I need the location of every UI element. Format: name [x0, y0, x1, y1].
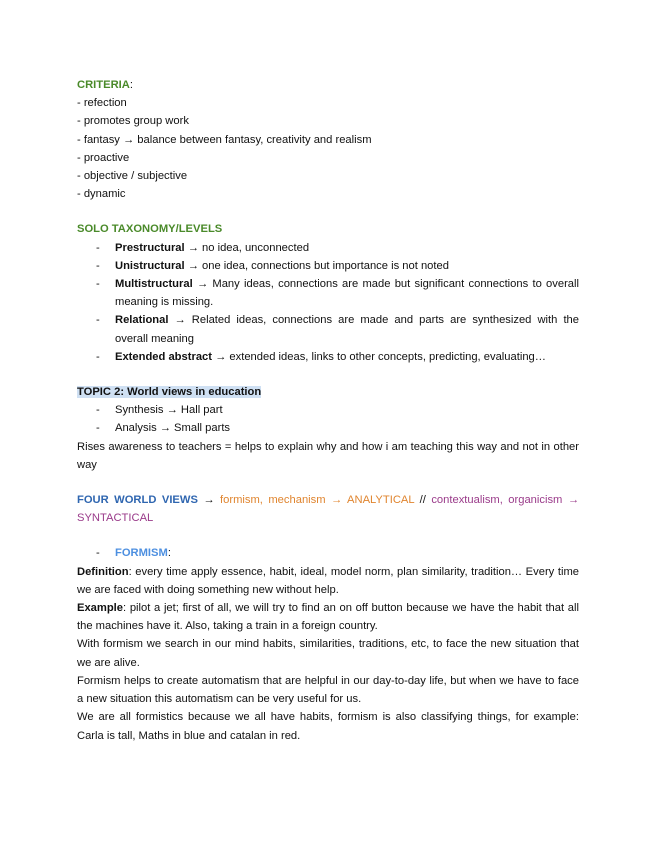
criteria-heading-line [77, 76, 579, 94]
document-page [77, 76, 579, 745]
criteria-item: - proactive [77, 151, 130, 164]
formism-paragraph: With formism we search in our mind habits, similarities, traditions, etc, to face the new situation that we are alive. [77, 638, 579, 669]
formism-paragraph: Formism helps to create automatism that are helpful in our day-to-day life, but when we have to face a new situation this automatism can be very useful for us. [77, 674, 579, 706]
solo-item: - Extended abstract → extended ideas, links to other concepts, predicting, evaluating… [96, 350, 546, 363]
topic2-item: - Synthesis → Hall part [96, 404, 223, 417]
topic2-heading: TOPIC 2: World views in education [77, 386, 262, 399]
syntactical-views: contextualism, organicism → SYNTACTICAL [77, 494, 580, 525]
criteria-item: - fantasy → balance between fantasy, creativity and realism [77, 133, 372, 146]
solo-item: - Unistructural → one idea, connections but importance is not noted [96, 259, 449, 272]
world-views-label: FOUR WORLD VIEWS [77, 494, 198, 507]
formism-heading-item: - FORMISM: [96, 547, 171, 560]
formism-definition: Definition: every time apply essence, habit, ideal, model norm, plan similarity, tradition… Every time we are faced with doing something new without help. [77, 565, 579, 596]
solo-item: - Multistructural → Many ideas, connections are made but significant connections to overall meaning is missing. [96, 278, 579, 309]
criteria-heading: CRITERIA [77, 79, 130, 91]
formism-heading: FORMISM [115, 547, 168, 560]
criteria-colon: : [129, 79, 133, 91]
formism-paragraph: We are all formistics because we all have habits, formism is also classifying things, for example: Carla is tall, Maths in blue and catalan in red. [77, 711, 579, 742]
topic2-item: - Analysis → Small parts [96, 422, 231, 435]
topic2-heading-line [77, 383, 579, 401]
criteria-item: - promotes group work [77, 115, 189, 128]
topic2-paragraph: Rises awareness to teachers = helps to explain why and how i am teaching this way and not in other way [77, 440, 579, 471]
solo-heading: SOLO TAXONOMY/LEVELS [77, 223, 223, 236]
solo-item: - Prestructural → no idea, unconnected [96, 241, 310, 254]
criteria-item: - refection [77, 97, 127, 110]
solo-item: - Relational → Related ideas, connections are made and parts are synthesized with the overall meaning [96, 314, 579, 345]
criteria-item: - dynamic [77, 188, 126, 201]
analytical-views: formism, mechanism → ANALYTICAL [220, 494, 415, 507]
world-views-line: FOUR WORLD VIEWS → formism, mechanism → ANALYTICAL // contextualism, organicism → SYNTACTICAL [77, 494, 580, 525]
criteria-item: - objective / subjective [77, 170, 188, 183]
formism-example: Example: pilot a jet; first of all, we will try to find an on off button because we have the habit that all the machines have it. Also, taking a train in a foreign country. [77, 602, 579, 633]
